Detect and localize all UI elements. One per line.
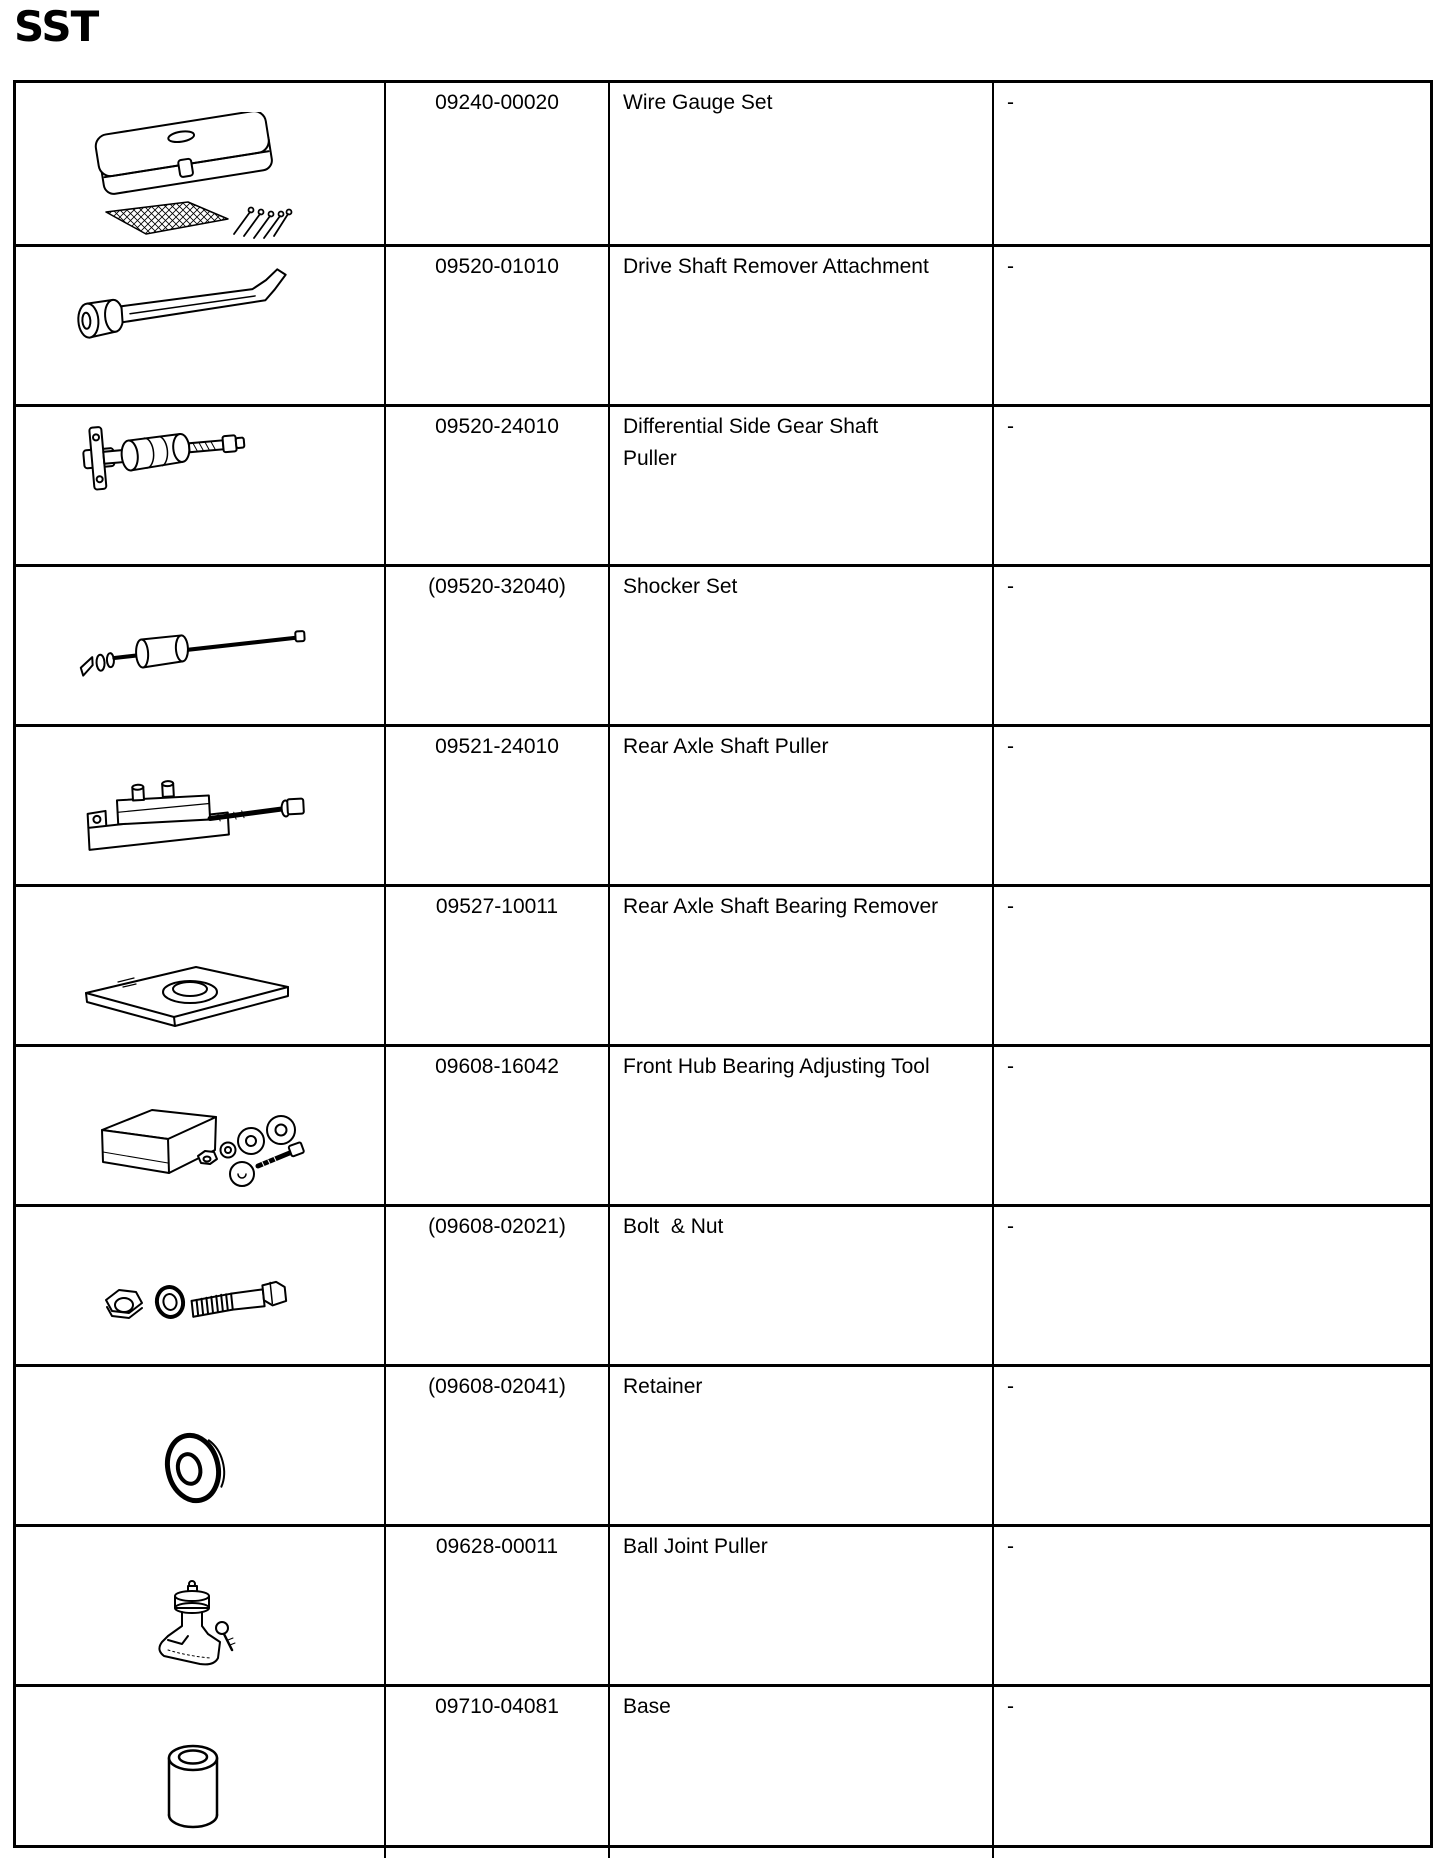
remarks-cell: - [992,1207,1430,1364]
table-row [16,404,1430,564]
tool-name-cell: Drive Shaft Remover Attachment [608,247,992,404]
remarks-cell: - [992,1687,1430,1845]
bolt-and-nut-illustration [88,1268,308,1338]
differential-side-gear-shaft-puller-illustration [80,409,260,504]
table-row [16,1364,1430,1524]
tool-illustration-cell [16,1047,384,1204]
tool-illustration-cell [16,887,384,1044]
ball-joint-puller-illustration [148,1578,243,1673]
front-hub-bearing-adjusting-tool-illustration [88,1100,318,1200]
rear-axle-shaft-bearing-remover-illustration [78,955,298,1035]
drive-shaft-remover-attachment-illustration [58,252,308,362]
table-row [16,1684,1430,1845]
part-number-cell: (09608-02021) [384,1207,608,1364]
part-number-cell: 09608-16042 [384,1047,608,1204]
part-number-cell: 09520-24010 [384,407,608,564]
table-row [16,884,1430,1044]
remarks-cell: - [992,1047,1430,1204]
table-row [16,244,1430,404]
tool-illustration-cell [16,1207,384,1364]
tool-name-cell: Bolt & Nut [608,1207,992,1364]
tool-illustration-cell [16,567,384,724]
remarks-cell: - [992,567,1430,724]
table-row [16,1044,1430,1204]
part-number-cell: (09608-02041) [384,1367,608,1524]
part-number-cell: 09521-24010 [384,727,608,884]
tool-name-cell: Wire Gauge Set [608,83,992,244]
tool-name-cell: Rear Axle Shaft Puller [608,727,992,884]
cutoff-row-divider-stub [384,1848,386,1858]
part-number-cell: (09520-32040) [384,567,608,724]
remarks-cell: - [992,727,1430,884]
table-row [16,564,1430,724]
tool-illustration-cell [16,407,384,564]
tool-illustration-cell [16,1527,384,1684]
tool-name-cell: Ball Joint Puller [608,1527,992,1684]
tool-name-cell: Shocker Set [608,567,992,724]
rear-axle-shaft-puller-illustration [80,770,320,865]
tool-illustration-cell [16,727,384,884]
tool-name-cell: Rear Axle Shaft Bearing Remover [608,887,992,1044]
page-title: SST [14,2,99,51]
base-illustration [158,1741,228,1836]
tool-illustration-cell [16,1687,384,1845]
shocker-set-illustration [70,610,310,690]
part-number-cell: 09240-00020 [384,83,608,244]
remarks-cell: - [992,1367,1430,1524]
part-number-cell: 09527-10011 [384,887,608,1044]
table-row [16,1204,1430,1364]
tool-illustration-cell [16,247,384,404]
part-number-cell: 09628-00011 [384,1527,608,1684]
part-number-cell: 09520-01010 [384,247,608,404]
tool-name-cell: Retainer [608,1367,992,1524]
table-row [16,83,1430,244]
remarks-cell: - [992,407,1430,564]
tool-illustration-cell [16,83,384,244]
remarks-cell: - [992,247,1430,404]
tool-name-cell: Base [608,1687,992,1845]
remarks-cell: - [992,887,1430,1044]
remarks-cell: - [992,83,1430,244]
part-number-cell: 09710-04081 [384,1687,608,1845]
tool-name-cell: Differential Side Gear Shaft Puller [608,407,992,564]
tool-name-cell: Front Hub Bearing Adjusting Tool [608,1047,992,1204]
table-row [16,1524,1430,1684]
table-row [16,724,1430,884]
sst-table [13,80,1433,1848]
cutoff-row-divider-stub [992,1848,994,1858]
cutoff-row-divider-stub [608,1848,610,1858]
remarks-cell: - [992,1527,1430,1684]
tool-illustration-cell [16,1367,384,1524]
wire-gauge-set-illustration [78,112,318,242]
retainer-illustration [153,1423,233,1513]
